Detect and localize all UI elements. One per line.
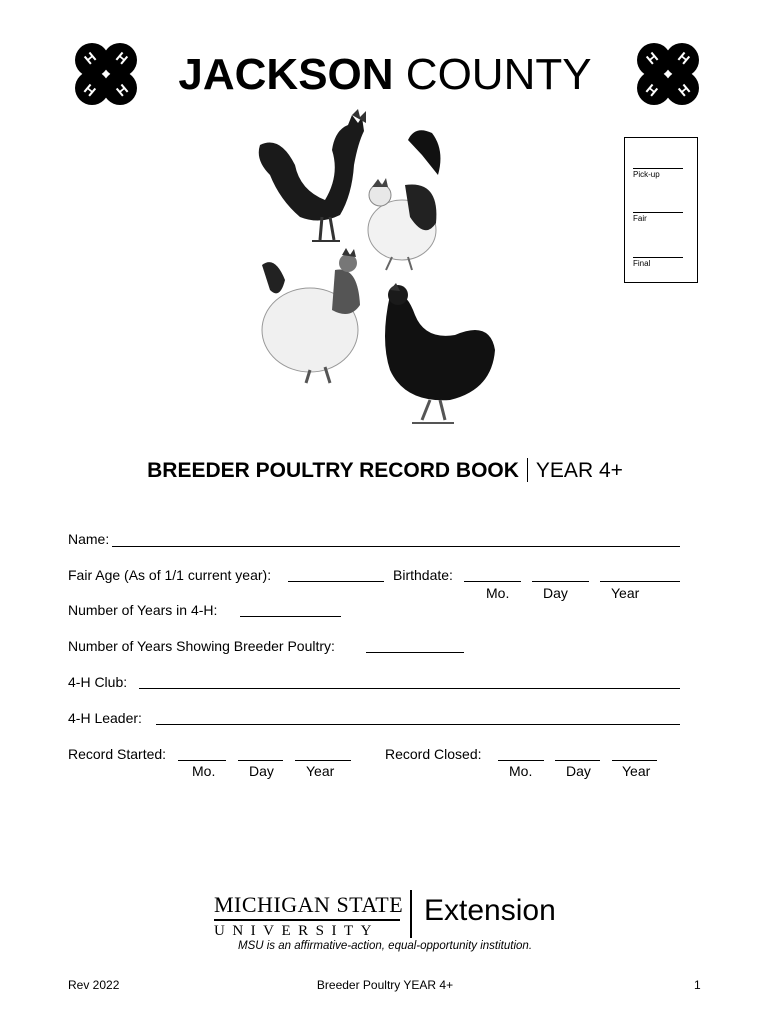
name-label: Name: bbox=[68, 531, 110, 547]
4h-clover-logo-right bbox=[630, 36, 706, 112]
record-closed-year-field[interactable] bbox=[612, 760, 657, 761]
leader-label: 4-H Leader: bbox=[68, 710, 142, 726]
record-closed-month-field[interactable] bbox=[498, 760, 544, 761]
birthdate-day-field[interactable] bbox=[532, 581, 589, 582]
fair-signature-line[interactable] bbox=[633, 212, 683, 213]
birthdate-year-field[interactable] bbox=[600, 581, 680, 582]
extension-wordmark: Extension bbox=[424, 894, 556, 927]
fair-age-field[interactable] bbox=[288, 581, 384, 582]
hen-black-icon bbox=[385, 283, 495, 423]
clover-letter: H bbox=[642, 80, 662, 100]
record-started-month-field[interactable] bbox=[178, 760, 226, 761]
chickens-illustration bbox=[240, 105, 510, 430]
msu-line2: UNIVERSITY bbox=[214, 923, 379, 939]
name-field[interactable] bbox=[112, 546, 680, 547]
title-divider bbox=[527, 458, 528, 482]
pickup-signature-line[interactable] bbox=[633, 168, 683, 169]
birthdate-month-field[interactable] bbox=[464, 581, 521, 582]
final-signature-line[interactable] bbox=[633, 257, 683, 258]
years-in-4h-field[interactable] bbox=[240, 616, 341, 617]
clover-letter: H bbox=[674, 48, 694, 68]
leader-field[interactable] bbox=[156, 724, 680, 725]
clover-letter: H bbox=[80, 48, 100, 68]
years-showing-label: Number of Years Showing Breeder Poultry: bbox=[68, 638, 335, 654]
county-title-regular: COUNTY bbox=[405, 50, 592, 99]
clover-letter: H bbox=[112, 48, 132, 68]
record-closed-year-caption: Year bbox=[622, 763, 651, 779]
pickup-label: Pick-up bbox=[633, 170, 660, 179]
record-started-day-field[interactable] bbox=[238, 760, 283, 761]
record-closed-label: Record Closed: bbox=[385, 746, 482, 762]
affirmative-action-statement: MSU is an affirmative-action, equal-opportunity institution. bbox=[237, 940, 533, 952]
book-title-year: YEAR 4+ bbox=[535, 459, 623, 482]
record-started-label: Record Started: bbox=[68, 746, 167, 762]
birthdate-year-caption: Year bbox=[611, 585, 640, 601]
county-title-bold: JACKSON bbox=[178, 50, 394, 99]
birthdate-month-caption: Mo. bbox=[486, 585, 510, 601]
record-closed-day-field[interactable] bbox=[555, 760, 600, 761]
club-label: 4-H Club: bbox=[68, 674, 128, 690]
book-title bbox=[0, 458, 770, 483]
book-title-bold: BREEDER POULTRY RECORD BOOK bbox=[147, 459, 519, 482]
clover-letter: H bbox=[80, 80, 100, 100]
fair-age-label: Fair Age (As of 1/1 current year): bbox=[68, 567, 272, 583]
msu-divider bbox=[410, 890, 412, 938]
birthdate-day-caption: Day bbox=[543, 585, 568, 601]
club-field[interactable] bbox=[139, 688, 680, 689]
record-started-year-field[interactable] bbox=[295, 760, 351, 761]
record-closed-month-caption: Mo. bbox=[509, 763, 533, 779]
record-closed-day-caption: Day bbox=[566, 763, 591, 779]
msu-wordmark bbox=[214, 892, 403, 940]
clover-letter: H bbox=[642, 48, 662, 68]
final-label: Final bbox=[633, 259, 651, 268]
rooster-dark-icon bbox=[259, 109, 366, 241]
years-in-4h-label: Number of Years in 4-H: bbox=[68, 602, 218, 618]
msu-rule bbox=[214, 919, 400, 921]
clover-letter: H bbox=[112, 80, 132, 100]
footer-revision: Rev 2022 bbox=[68, 978, 120, 992]
record-started-day-caption: Day bbox=[249, 763, 274, 779]
bantam-white-icon bbox=[368, 130, 440, 270]
birthdate-label: Birthdate: bbox=[393, 567, 453, 583]
clover-letter: H bbox=[674, 80, 694, 100]
msu-line1: MICHIGAN STATE bbox=[214, 892, 404, 917]
record-started-month-caption: Mo. bbox=[192, 763, 216, 779]
page-number: 1 bbox=[694, 978, 701, 992]
hen-white-icon bbox=[262, 248, 360, 383]
judging-box bbox=[624, 137, 698, 283]
footer-title: Breeder Poultry YEAR 4+ bbox=[316, 978, 454, 992]
record-started-year-caption: Year bbox=[306, 763, 335, 779]
years-showing-field[interactable] bbox=[366, 652, 464, 653]
fair-label: Fair bbox=[633, 214, 647, 223]
